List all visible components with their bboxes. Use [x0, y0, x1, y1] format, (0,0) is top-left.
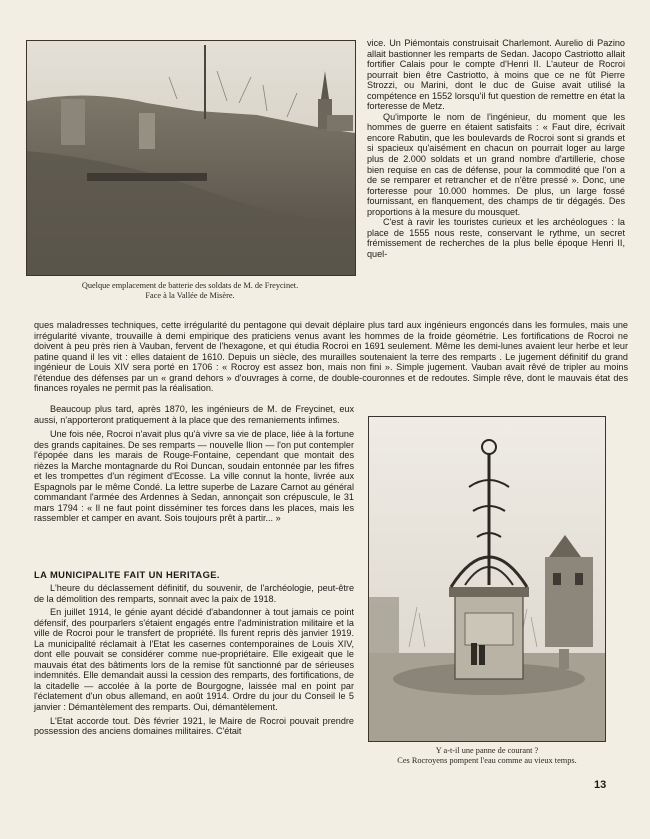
photo-fountain — [368, 416, 606, 742]
caption-line-2: Ces Rocroyens pompent l'eau comme au vieux temps. — [397, 756, 577, 765]
paragraph: Beaucoup plus tard, après 1870, les ingénieurs de M. de Freycinet, eux aussi, n'apporteront pratiquement à la place que des remaniements infimes. — [34, 404, 354, 425]
fountain-illustration — [369, 417, 605, 741]
section-heading: LA MUNICIPALITE FAIT UN HERITAGE. — [34, 569, 220, 580]
paragraph: ques maladresses techniques, cette irrégularité du pentagone qui devait déplaire plus tard aux ingénieurs engoncés dans les formules, mais une irrégularité vivante, trouvaille à demi empirique des praticiens venus avant les hommes de la froide géométrie. Les fortifications de Rocroi ne doivent à peu près rien à Vauban, fervent de l'hexagone, et qui étudia Rocroi en 1691 seulement. Même les demi-lunes avaient leur herbe et leur patine quand il les vit : elles dataient de 1610. Depuis un siècle, des murailles soutenaient la terre des remparts . Le jugement définitif du grand ingénieur de Louis XIV sera porté en 1706 : « Rocroy est assez bon, mais non fini ». Simple jugement. Vauban avait rêvé de tripler au moins l'étendue des défenses par un « grand dehors » d'ouvrages à corne, de double-couronnes et de redoutes. Simple rêve, dont le mauvais état des finances royales ne permit pas la réalisation. — [34, 320, 628, 394]
paragraph: L'Etat accorde tout. Dès février 1921, le Maire de Rocroi pouvait prendre possession des anciens domaines militaires. C'était — [34, 715, 354, 737]
left-column-text-after — [34, 583, 354, 737]
page-number: 13 — [594, 779, 607, 791]
photo-fountain-caption — [356, 746, 618, 766]
paragraph: C'est à ravir les touristes curieux et les archéologues : la place de 1555 nous reste, conservant le rythme, un secret frémissement de recherches de la plus belle époque Henri II, quel- — [367, 217, 625, 259]
left-column-text — [34, 404, 354, 524]
paragraph: Qu'importe le nom de l'ingénieur, du moment que les hommes de guerre en étaient satisfaits : « Faut dire, écrivait encore Rabutin, que les boulevards de Rocroi sont si grands et si spacieux qu'aisément en chacun on pourrait loger au large plus de 2.000 soldats et un grand nombre d'artillerie, chose bien requise en cas de défense, pour la commodité que l'on a de se remparer et retrancher et de n'être pressé ». Donc, une forteresse pour 10.000 hommes. De plus, un large fossé fournissant, en flanquement, des champs de tir dégagés. Des proportions à la mesure du mousquet. — [367, 111, 625, 217]
photo-battery-caption — [26, 281, 354, 301]
paragraph: vice. Un Piémontais construisait Charlemont. Aurelio di Pazino allait bastionner les remparts de Sedan. Jacopo Castriotto allait fortifier Calais pour le compte d'Henri II. L'auteur de Rocroi pourrait bien être Castriotto, à moins que ce ne fût Pierre Strozzi, ou Marini, dont le duc de Guise avait utilisé la compétence en 1552 lorsqu'il fut question de remettre en état la forteresse de Metz. — [367, 38, 625, 112]
landscape-illustration — [27, 41, 355, 275]
paragraph: Une fois née, Rocroi n'avait plus qu'à vivre sa vie de place, liée à la fortune des grands capitaines. De ses remparts — nouvelle Ilion — l'on put contempler l'épopée dans les marais de Rouge-Fontaine, cependant que montait des rièzes la Marche montagnarde du Roi Duncan, soudain entonnée par les fifres et les trompettes d'un régiment d'Ecosse. La ville connut la honte, livrée aux Espagnols par le même Condé. La lettre superbe de Lazare Carnot au général commandant l'armée des Ardennes à Sedan, annonçait son crépuscule, le 31 mars 1794 : « Il ne faut point disséminer tes forces dans les places, mais les rassembler et camper en avant. Sois toujours prêt à partir... » — [34, 429, 354, 524]
photo-battery-emplacement — [26, 40, 356, 276]
caption-line-2: Face à la Vallée de Misère. — [145, 291, 235, 300]
paragraph: L'heure du déclassement définitif, du souvenir, de l'archéologie, peut-être de la démolition des remparts, sonnait avec la paix de 1918. — [34, 583, 354, 604]
caption-line-1: Y a-t-il une panne de courant ? — [435, 746, 539, 755]
caption-line-1: Quelque emplacement de batterie des soldats de M. de Freycinet. — [81, 281, 299, 290]
right-column-top-text — [367, 38, 625, 259]
paragraph: En juillet 1914, le génie ayant décidé d'abandonner à tout jamais ce point défensif, des pourparlers s'étaient engagés entre l'administration militaire et la ville de Rocroi pour le transfert de propriété. Ils furent repris dès janvier 1919. La municipalité réclamait à l'Etat les casernes contemporaines de Louis XIV, dont elle pouvait se considérer comme nue-propriétaire. Elle exigeait que le mauvais état des bâtiments lors de la remise fût sanctionné par de sérieuses indemnités. Elle demandait aussi la cession des remparts, des fortifications, de la citadelle — accolée à la porte de Bourgogne, laissée mal en point par l'éclatement d'un obus allemand, en août 1914. Ordre du jour du Conseil le 5 janvier : Démantèlement des remparts. Oui, démantèlement. — [34, 607, 354, 713]
full-width-text — [34, 320, 628, 394]
